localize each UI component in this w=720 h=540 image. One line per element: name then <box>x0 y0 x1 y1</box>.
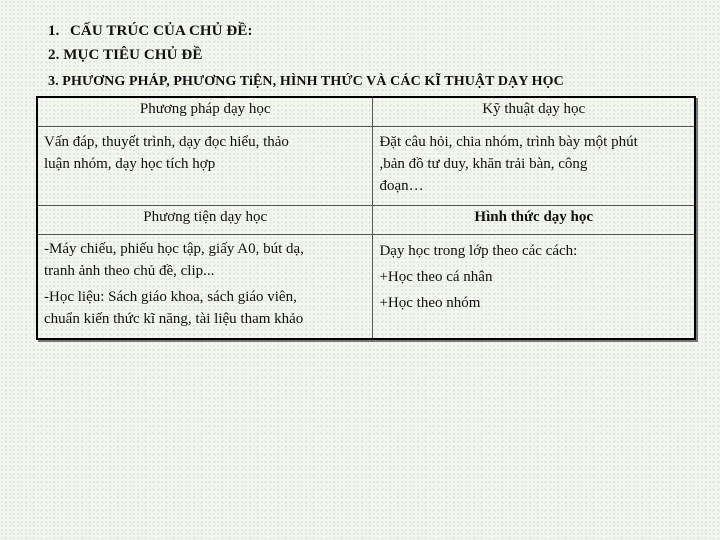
cell-line: đoạn… <box>379 178 424 194</box>
teaching-forms-cell <box>373 235 695 340</box>
header-teaching-forms: Hình thức dạy học <box>373 206 695 235</box>
cell-line: -Học liệu: Sách giáo khoa, sách giáo viên, <box>44 289 297 305</box>
teaching-methods-cell <box>37 127 373 206</box>
table-header-row-1 <box>37 97 695 127</box>
table-header-row-2 <box>37 206 695 235</box>
methods-table <box>36 96 696 340</box>
heading-1 <box>48 23 253 40</box>
heading-2: 2. MỤC TIÊU CHỦ ĐỀ <box>48 47 203 63</box>
cell-line: chuẩn kiến thức kĩ năng, tài liệu tham khảo <box>44 311 304 327</box>
table-row <box>37 235 695 340</box>
cell-line: +Học theo cá nhân <box>379 269 493 285</box>
cell-line: Vấn đáp, thuyết trình, dạy đọc hiểu, thảo <box>44 134 289 150</box>
heading-1-text: CẤU TRÚC CỦA CHỦ ĐỀ: <box>70 23 253 39</box>
header-teaching-techniques: Kỹ thuật dạy học <box>373 97 695 127</box>
heading-3: 3. PHƯƠNG PHÁP, PHƯƠNG TiỆN, HÌNH THỨC VÀ CÁC KĨ THUẬT DẠY HỌC <box>48 74 564 89</box>
cell-line: luận nhóm, dạy học tích hợp <box>44 156 216 172</box>
cell-line: +Học theo nhóm <box>379 295 481 311</box>
header-teaching-aids: Phương tiện dạy học <box>37 206 373 235</box>
cell-line: Đặt câu hỏi, chia nhóm, trình bày một phút <box>379 134 638 150</box>
cell-line: Dạy học trong lớp theo các cách: <box>379 243 578 259</box>
header-teaching-methods: Phương pháp dạy học <box>37 97 373 127</box>
table-row <box>37 127 695 206</box>
cell-line: tranh ảnh theo chủ đề, clip... <box>44 263 215 279</box>
cell-line: -Máy chiếu, phiếu học tập, giấy A0, bút dạ, <box>44 241 304 257</box>
cell-line: ,bản đồ tư duy, khăn trải bàn, công <box>379 156 588 172</box>
teaching-techniques-cell <box>373 127 695 206</box>
heading-1-number: 1. <box>48 23 60 39</box>
teaching-aids-cell <box>37 235 373 340</box>
